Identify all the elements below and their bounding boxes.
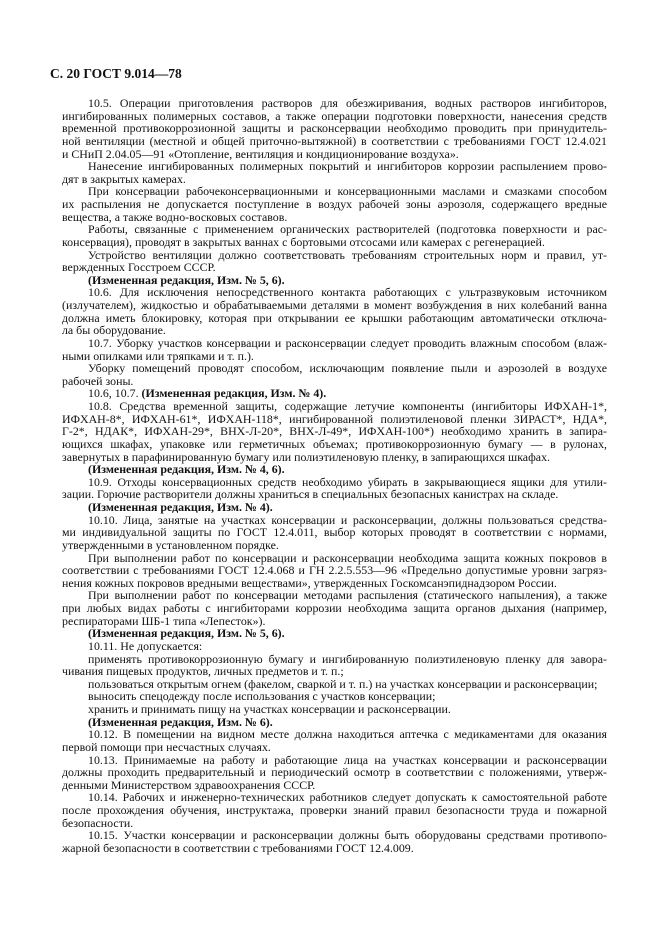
line-text: 10.11. Не допускается:	[88, 638, 203, 653]
line-text: пользоваться открытым огнем (факелом, сваркой и т. п.) на участках консервации и расконсервации;	[88, 676, 598, 691]
text-line	[62, 362, 607, 375]
line-text: выносить спецодежду после использования с участков консервации;	[88, 689, 436, 704]
line-text: утвержденными в установленном порядке.	[62, 537, 279, 552]
line-text: 10.13. Принимаемые на работу и работающие лица на участках консервации и расконсервации	[88, 752, 607, 767]
line-text: 10.8. Средства временной защиты, содержащие летучие компоненты (ингибиторы ИФХАН-1*,	[88, 399, 607, 413]
line-text: (Измененная редакция, Изм. № 4).	[88, 500, 273, 514]
line-text: хранить и принимать пищу на участках консервации и расконсервации.	[88, 702, 451, 716]
line-text: (Измененная редакция, Изм. № 5, 6).	[88, 626, 285, 641]
line-text: денными Министерством здравоохранения СССР.	[62, 777, 316, 792]
line-text: Г-2*, НДАК*, ИФХАН-29*, ВНХ-Л-20*, ВНХ-Л-49*, ИФХАН-100*) необходимо хранить в запира-	[62, 424, 607, 439]
line-text: применять противокоррозионную бумагу и ингибированную полиэтиленовую пленку для завора-	[88, 651, 607, 666]
line-text: временной противокоррозионной защиты и расконсервации необходимо проводить при принудитель-	[62, 121, 607, 136]
paragraph	[62, 728, 607, 753]
line-text: рабочей зоны.	[62, 373, 134, 388]
paragraph	[62, 653, 607, 678]
paragraph	[62, 362, 607, 387]
line-text: (излучателем), жидкостью и обрабатываемыми деталями в момент возбуждения в них колебаний ванна	[62, 298, 607, 312]
line-text: после прохождения обучения, инструктажа, проверки знаний правил безопасности труда и пожарной	[62, 803, 607, 817]
line-text: 10.9. Отходы консервационных средств необходимо убирать в закрывающиеся ящики для утили-	[88, 474, 607, 489]
line-text: (Измененная редакция, Изм. № 6).	[88, 714, 273, 729]
line-text: (Измененная редакция, Изм. № 4).	[141, 386, 327, 401]
line-text: ющихся шкафах, упаковке или герметичных объемах; противокоррозионную бумагу — в рулонах,	[62, 436, 607, 451]
line-text: вещества, а также водно-восковых составов.	[62, 209, 288, 224]
line-text: Устройство вентиляции должно соответствовать требованиям строительных норм и правил, ут-	[88, 247, 607, 262]
line-text: их распыления не допускается поступление в воздух рабочей зоны аэрозоля, содержащего вредные	[62, 197, 607, 211]
paragraph	[62, 791, 607, 829]
line-text: При выполнении работ по консервации методами распыления (статического напыления), а также	[88, 588, 607, 603]
paragraph	[62, 286, 607, 337]
line-text: 10.5. Операции приготовления растворов для обезжиривания, водных растворов ингибиторов,	[88, 96, 607, 110]
line-text: жарной безопасности в соответствии с требованиями ГОСТ 12.4.009.	[62, 840, 414, 855]
line-text: завернутых в парафинированную бумагу или полиэтиленовую пленку, в запирающихся шкафах.	[62, 449, 550, 464]
line-text: Уборку помещений проводят способом, исключающим появление пыли и аэрозолей в воздухе	[88, 361, 607, 376]
line-text: 10.14. Рабочих и инженерно-технических работников следует допускать к самостоятельной работе	[88, 790, 607, 805]
line-text: вержденных Госстроем СССР.	[62, 260, 216, 275]
paragraph	[62, 589, 607, 627]
paragraph	[62, 476, 607, 501]
line-text: должна иметь блокировку, которая при открывании ее крышки работающим автоматически отключа-	[62, 310, 607, 325]
line-text: 10.10. Лица, занятые на участках консервации и расконсервации, должны пользоваться средства-	[88, 512, 607, 527]
line-text: 10.12. В помещении на видном месте должна находиться аптечка с медикаментами для оказания	[88, 727, 607, 742]
paragraph	[62, 223, 607, 248]
line-text: ми индивидуальной защиты по ГОСТ 12.4.011, выбор которых проводят в соответствии с нормами,	[62, 525, 607, 540]
line-text: соответствии с требованиями ГОСТ 12.4.068 и ГН 2.2.5.553—96 «Предельно допустимые уровни загряз-	[62, 563, 607, 578]
line-text: ИФХАН-8*, ИФХАН-61*, ИФХАН-118*, ингибированной полиэтиленовой пленки ЗИРАСТ*, НДА*,	[62, 411, 607, 426]
text-line	[62, 842, 607, 855]
line-text: респираторами ШБ-1 типа «Лепесток»).	[62, 613, 266, 628]
line-text: нения кожных покровов вредными веществами», утвержденных Госкомсанэпиднадзором России.	[62, 575, 557, 590]
line-text: первой помощи при несчастных случаях.	[62, 739, 271, 754]
line-text: При выполнении работ по консервации и расконсервации необходима защита кожных покровов в	[88, 550, 607, 565]
line-text: безопасности.	[62, 815, 134, 830]
paragraph	[62, 337, 607, 362]
line-text: дят в закрытых камерах.	[62, 171, 186, 186]
line-text: 10.15. Участки консервации и расконсервации должны быть оборудованы средствами противопо-	[88, 828, 607, 843]
line-text: (Измененная редакция, Изм. № 4, 6).	[88, 462, 285, 477]
line-text: ингибированных полимерных составов, а также операции подготовки поверхности, нанесения средств	[62, 108, 607, 123]
line-text: Нанесение ингибированных полимерных покрытий и ингибиторов коррозии распылением прово-	[88, 159, 607, 174]
line-text: зации. Горючие растворители должны храниться в специальных безопасных канистрах на складе.	[62, 487, 559, 502]
line-text: 10.6. Для исключения непосредственного контакта работающих с ультразвуковым источником	[88, 285, 607, 300]
paragraph	[62, 552, 607, 590]
line-text: 10.7. Уборку участков консервации и расконсервации следует проводить влажным способом (влаж-	[88, 335, 607, 350]
line-text: При консервации рабочеконсервационными и консервационными маслами и смазками способом	[88, 184, 607, 199]
line-text: Работы, связанные с применением органических растворителей (подготовка поверхности и рас-	[88, 222, 607, 237]
line-text: ными опилками или тряпками и т. п.).	[62, 348, 254, 363]
line-text: должны проходить предварительный и периодический осмотр в соответствии с положениями, утверж-	[62, 765, 607, 780]
line-text: ла бы оборудование.	[62, 323, 166, 338]
line-text: чивания пищевых продуктов, личных предметов и т. п.;	[62, 664, 344, 679]
document-body	[62, 97, 607, 855]
paragraph	[62, 249, 607, 274]
paragraph	[62, 97, 607, 160]
paragraph	[62, 185, 607, 223]
paragraph	[62, 514, 607, 552]
page-header: С. 20 ГОСТ 9.014—78	[50, 66, 182, 81]
paragraph	[62, 400, 607, 463]
paragraph	[62, 829, 607, 854]
line-text: и СНиП 2.04.05—91 «Отопление, вентиляция и кондиционирование воздуха».	[62, 146, 459, 161]
line-text: (Измененная редакция, Изм. № 5, 6).	[88, 272, 285, 287]
note-prefix: 10.6, 10.7.	[88, 386, 142, 401]
paragraph	[62, 160, 607, 185]
line-text: консервация), проводят в закрытых ваннах с бортовыми отсосами или камерах с регенерацией.	[62, 234, 545, 249]
line-text: ной вентиляции (местной и общей приточно-вытяжной) в соответствии с требованиями ГОСТ 12.4.021	[62, 133, 607, 148]
text-line	[62, 804, 607, 817]
line-text: при любых видах работы с ингибиторами коррозии необходима защита органов дыхания (например,	[62, 601, 607, 615]
paragraph	[62, 754, 607, 792]
